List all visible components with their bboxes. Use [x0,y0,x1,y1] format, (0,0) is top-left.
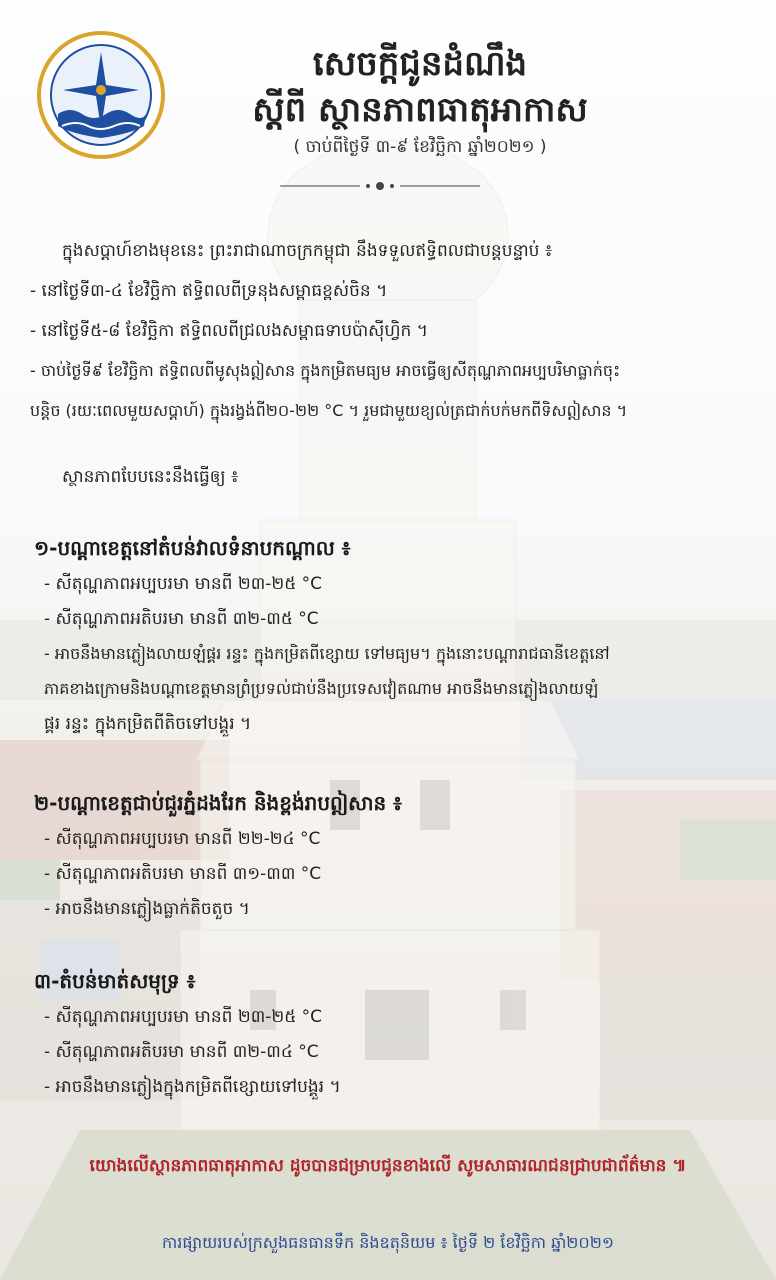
section-line: - សីតុណ្ហភាពអតិបរមា មានពី ៣១-៣៣ °C [44,864,322,884]
date-range: ( ចាប់ពីថ្ងៃទី ៣-៩ ខែវិច្ឆិកា ឆ្នាំ២០២១ ) [293,137,547,157]
ministry-logo [36,30,166,160]
section-heading: ១-បណ្តាខេត្តនៅតំបន់វាលទំនាបកណ្តាល ៖ [34,536,351,560]
divider-ornament [280,178,480,194]
section-line: ផ្គរ រន្ទះ ក្នុងកម្រិតពីតិចទៅបង្គួរ ។ [44,714,252,734]
section-heading: ៣-តំបន់មាត់សមុទ្រ ៖ [34,969,196,993]
section-line: - សីតុណ្ហភាពអតិបរមា មានពី ៣២-៣៥ °C [44,609,319,629]
intro-item: - ចាប់ថ្ងៃទី៩ ខែវិច្ឆិកា ឥទ្ធិពលពីមូសុងឦសាន ក្នុងកម្រិតមធ្យម អាចធ្វើឲ្យសីតុណ្ហភាពអប្បបរិមាធ្លាក់ចុះ [30,361,621,380]
publication-source: ការផ្សាយរបស់ក្រសួងធនធានទឹក និងឧតុនិយម ៖ ថ្ងៃទី ២ ខែវិច្ឆិកា ឆ្នាំ២០២១ [162,1233,614,1252]
intro-consequence: ស្ថានភាពបែបនេះនឹងធ្វើឲ្យ ៖ [62,467,239,487]
section-line: - អាចនឹងមានភ្លៀងលាយឡំផ្គរ រន្ទះ ក្នុងកម្រិតពីខ្សោយ ទៅមធ្យម។ ក្នុងនោះបណ្តារាជធានីខេត្តនៅ [44,644,610,663]
intro-lead: ក្នុងសប្តាហ៍ខាងមុខនេះ ព្រះរាជាណាចក្រកម្ពុជា នឹងទទួលឥទ្ធិពលជាបន្តបន្ទាប់ ៖ [62,241,553,261]
section-line: - អាចនឹងមានភ្លៀងក្នុងកម្រិតពីខ្សោយទៅបង្គួរ ។ [44,1077,341,1097]
section-line: ភាគខាងក្រោមនិងបណ្តាខេត្តមានព្រំប្រទល់ជាប់នឹងប្រទេសវៀតណាម អាចនឹងមានភ្លៀងលាយឡំ [44,679,599,698]
notice-title: សេចក្តីជូនដំណឹង [312,44,528,84]
intro-item: បន្តិច (រយៈពេលមួយសប្តាហ៍) ក្នុងរង្វង់ពី២០-២២ °C ។ រួមជាមួយខ្យល់ត្រជាក់បក់មកពីទិសឦសាន ។ [30,401,628,420]
intro-item: - នៅថ្ងៃទី៥-៨ ខែវិច្ឆិកា ឥទ្ធិពលពីជ្រលងសម្ពាធទាបប៉ាស៊ីហ្វិក ។ [30,321,428,341]
notice-subject: ស្តីពី ស្ថានភាពធាតុអាកាស [252,90,588,130]
section-line: - សីតុណ្ហភាពអប្បបរមា មានពី ២៣-២៥ °C [44,1007,323,1027]
public-advice: យោងលើស្ថានភាពធាតុអាកាស ដូចបានជម្រាបជូនខាងលើ សូមសាធារណជនជ្រាបជាព័ត៌មាន ៕ [89,1156,687,1176]
section-line: - សីតុណ្ហភាពអប្បបរមា មានពី ២២-២៤ °C [44,829,321,849]
section-line: - អាចនឹងមានភ្លៀងធ្លាក់តិចតួច ។ [44,899,250,919]
intro-item: - នៅថ្ងៃទី៣-៤ ខែវិច្ឆិកា ឥទ្ធិពលពីទ្រនុងសម្ពាធខ្ពស់ចិន ។ [30,281,388,301]
section-line: - សីតុណ្ហភាពអប្បបរមា មានពី ២៣-២៥ °C [44,574,323,594]
section-heading: ២-បណ្តាខេត្តជាប់ជួរភ្នំដងរែក និងខ្ពង់រាបឦសាន ៖ [34,791,402,815]
section-line: - សីតុណ្ហភាពអតិបរមា មានពី ៣២-៣៤ °C [44,1042,319,1062]
